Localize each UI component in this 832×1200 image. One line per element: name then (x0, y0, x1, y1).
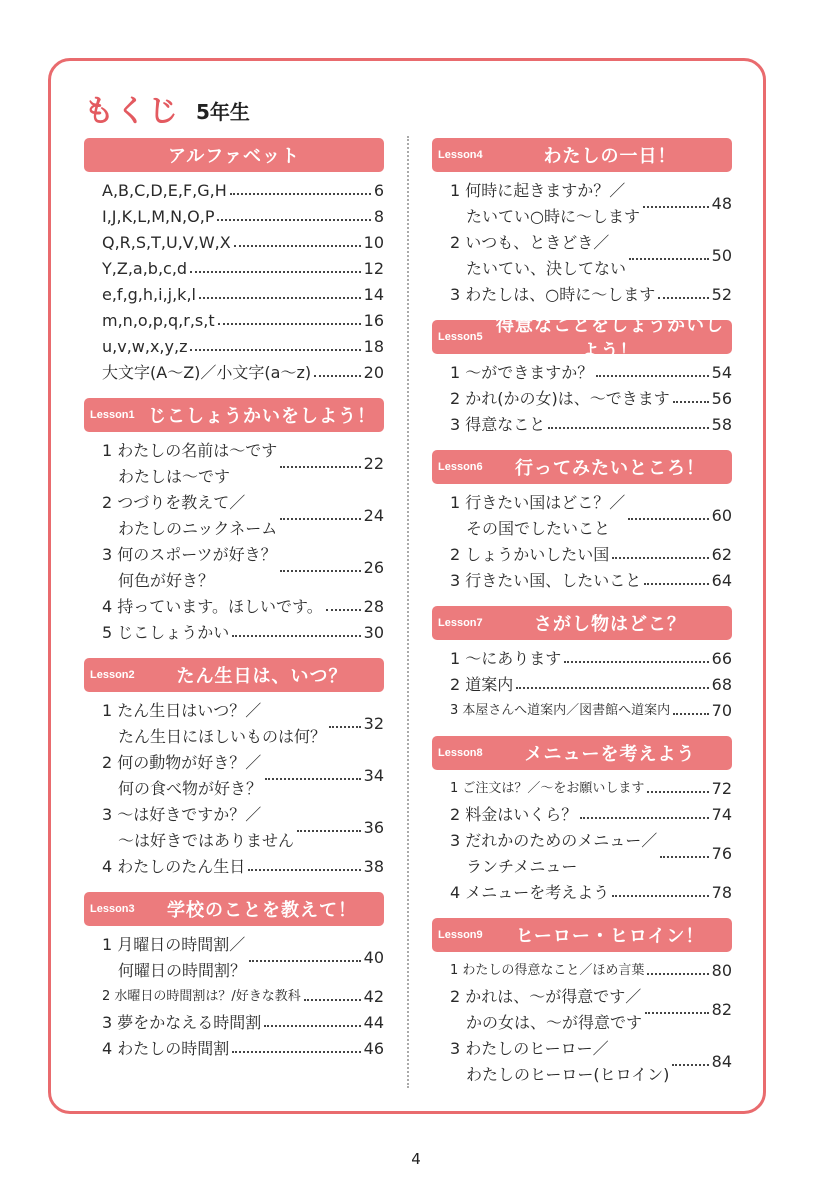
leader-dots (580, 817, 708, 819)
section-header (432, 918, 732, 952)
leader-dots (280, 570, 361, 572)
toc-entry[interactable] (84, 802, 384, 854)
section-header (84, 892, 384, 926)
toc-section (432, 138, 732, 308)
toc-entry[interactable] (84, 204, 384, 230)
page-ref: 70 (711, 701, 732, 720)
entry-text: 何の食べ物が好き？ (118, 779, 263, 798)
leader-dots (516, 687, 708, 689)
toc-entry[interactable] (84, 334, 384, 360)
entry-text: 1 何時に起きますか？／ (450, 181, 626, 200)
section-title: メニューを考えよう (524, 744, 696, 765)
page-ref: 72 (711, 779, 732, 798)
entry-text: e,f,g,h,i,j,k,l (102, 285, 196, 304)
page-ref: 48 (711, 194, 732, 213)
section-header (432, 315, 732, 362)
leader-dots (628, 518, 708, 520)
entry-text: 4 わたしの時間割 (102, 1039, 230, 1058)
leader-dots (314, 375, 361, 377)
toc-entry[interactable] (84, 750, 384, 802)
leader-dots (326, 609, 361, 611)
leader-dots (644, 583, 708, 585)
leader-dots (673, 401, 709, 403)
toc-entry[interactable] (84, 282, 384, 308)
toc-entry[interactable] (432, 802, 732, 828)
toc-entry[interactable] (432, 568, 732, 594)
leader-dots (329, 726, 361, 728)
toc-entry[interactable] (432, 880, 732, 906)
right-column (432, 138, 732, 1100)
entry-text: わたしのニックネーム (118, 519, 278, 538)
entry-text: 3 何のスポーツが好き？ (102, 545, 277, 564)
leader-dots (645, 1012, 709, 1014)
page-ref: 30 (363, 623, 384, 642)
entry-text: 1 〜にあります (450, 649, 562, 668)
lesson-label: Lesson2 (90, 669, 135, 681)
entry-text: u,v,w,x,y,z (102, 337, 188, 356)
leader-dots (232, 1051, 360, 1053)
entry-text: 1 わたしの得意なこと／ほめ言葉 (450, 963, 645, 978)
toc-entry[interactable] (84, 360, 384, 386)
toc-entry[interactable] (432, 230, 732, 282)
toc-entry[interactable] (432, 958, 732, 984)
page-ref: 20 (363, 363, 384, 382)
entry-text: かの女は、〜が得意です (466, 1013, 643, 1032)
lesson-label: Lesson7 (438, 617, 483, 629)
page-ref: 62 (711, 545, 732, 564)
toc-entry[interactable] (84, 594, 384, 620)
leader-dots (548, 427, 708, 429)
toc-entry[interactable] (84, 932, 384, 984)
entry-text: 2 かれは、〜が得意です／ (450, 987, 642, 1006)
entry-text: 5 じこしょうかい (102, 623, 230, 642)
leader-dots (673, 713, 708, 715)
section-header (432, 736, 732, 770)
entry-text: 2 何の動物が好き？／ (102, 753, 262, 772)
section-header (84, 138, 384, 172)
toc-entry[interactable] (432, 412, 732, 438)
entry-text: 3 得意なこと (450, 415, 546, 434)
page-ref: 18 (363, 337, 384, 356)
toc-entry[interactable] (432, 984, 732, 1036)
toc-section (432, 315, 732, 438)
toc-entry[interactable] (432, 386, 732, 412)
page-ref: 34 (363, 766, 384, 785)
section-header (432, 606, 732, 640)
entry-text: 4 持っています。ほしいです。 (102, 597, 323, 616)
toc-entry[interactable] (432, 360, 732, 386)
entry-text: 1 月曜日の時間割／ (102, 935, 246, 954)
leader-dots (643, 206, 709, 208)
entry-text: 何曜日の時間割？ (118, 961, 247, 980)
page-ref: 32 (363, 714, 384, 733)
leader-dots (596, 375, 708, 377)
leader-dots (199, 297, 361, 299)
leader-dots (230, 193, 371, 195)
toc-section (432, 918, 732, 1088)
toc-entry[interactable] (84, 984, 384, 1010)
page-ref: 76 (711, 844, 732, 863)
toc-entry[interactable] (432, 646, 732, 672)
entry-text: ランチメニュー (466, 857, 578, 876)
entry-text: その国でしたいこと (466, 519, 611, 538)
page-ref: 10 (363, 233, 384, 252)
section-title: たん生日は、いつ？ (176, 666, 348, 687)
leader-dots (612, 557, 708, 559)
page-ref: 38 (363, 857, 384, 876)
entry-text: 3 だれかのためのメニュー／ (450, 831, 658, 850)
entry-text: 1 たん生日はいつ？／ (102, 701, 262, 720)
section-title: 学校のことを教えて！ (167, 900, 357, 921)
leader-dots (232, 635, 360, 637)
left-column (84, 138, 384, 1074)
page-ref: 16 (363, 311, 384, 330)
leader-dots (672, 1064, 708, 1066)
page-ref: 26 (363, 558, 384, 577)
leader-dots (297, 830, 361, 832)
leader-dots (304, 999, 361, 1001)
leader-dots (647, 791, 708, 793)
page-ref: 28 (363, 597, 384, 616)
page-ref: 46 (363, 1039, 384, 1058)
leader-dots (280, 466, 360, 468)
toc-entry[interactable] (432, 1036, 732, 1088)
section-title: アルファベット (168, 146, 300, 167)
toc-entry[interactable] (84, 178, 384, 204)
toc-section (84, 398, 384, 646)
leader-dots (249, 960, 361, 962)
page-ref: 22 (363, 454, 384, 473)
lesson-label: Lesson1 (90, 409, 135, 421)
leader-dots (218, 323, 361, 325)
entry-text: 1 わたしの名前は〜です (102, 441, 278, 460)
entry-text: 2 つづりを教えて／ (102, 493, 246, 512)
entry-text: m,n,o,p,q,r,s,t (102, 311, 215, 330)
toc-section (432, 450, 732, 594)
toc-entry[interactable] (84, 256, 384, 282)
page-ref: 6 (373, 181, 384, 200)
leader-dots (265, 778, 361, 780)
page-ref: 42 (363, 987, 384, 1006)
page-ref: 24 (363, 506, 384, 525)
entry-text: わたしは〜です (118, 467, 231, 486)
toc-entry[interactable] (84, 490, 384, 542)
entry-text: たん生日にほしいものは何？ (118, 727, 327, 746)
entry-text: 4 メニューを考えよう (450, 883, 610, 902)
leader-dots (658, 297, 708, 299)
toc-entry[interactable] (84, 1010, 384, 1036)
toc-entry[interactable] (432, 490, 732, 542)
section-title: さがし物はどこ？ (534, 614, 686, 635)
page-ref: 14 (363, 285, 384, 304)
toc-entry[interactable] (432, 542, 732, 568)
toc-entry[interactable] (432, 178, 732, 230)
section-header (432, 138, 732, 172)
page-ref: 8 (373, 207, 384, 226)
leader-dots (190, 271, 361, 273)
leader-dots (264, 1025, 360, 1027)
entry-text: たいてい、決してない (466, 259, 627, 278)
page-number: 4 (411, 1150, 421, 1168)
toc-section (84, 138, 384, 386)
entry-text: 1 ご注文は？／〜をお願いします (450, 781, 645, 796)
page-ref: 58 (711, 415, 732, 434)
toc-entry[interactable] (432, 776, 732, 802)
section-title: 得意なことをしょうかいしよう！ (496, 315, 724, 362)
section-title: 行ってみたいところ！ (515, 458, 705, 479)
leader-dots (280, 518, 360, 520)
page-ref: 80 (711, 961, 732, 980)
lesson-label: Lesson6 (438, 461, 483, 473)
toc-section (432, 606, 732, 724)
toc-entry[interactable] (84, 620, 384, 646)
toc-entry[interactable] (432, 672, 732, 698)
entry-text: 3 わたしは、○時に〜します (450, 285, 656, 304)
lesson-label: Lesson9 (438, 929, 483, 941)
page-ref: 78 (711, 883, 732, 902)
entry-text: 4 わたしのたん生日 (102, 857, 246, 876)
page-ref: 36 (363, 818, 384, 837)
page-ref: 60 (711, 506, 732, 525)
page-ref: 52 (711, 285, 732, 304)
lesson-label: Lesson8 (438, 747, 483, 759)
toc-section (432, 736, 732, 906)
page-ref: 84 (711, 1052, 732, 1071)
leader-dots (217, 219, 370, 221)
entry-text: 何色が好き？ (118, 571, 215, 590)
section-header (84, 398, 384, 432)
entry-text: 3 わたしのヒーロー／ (450, 1039, 609, 1058)
grade-label: 5年生 (196, 100, 250, 124)
page-title: もくじ (84, 94, 180, 129)
page-ref: 50 (711, 246, 732, 265)
toc-entry[interactable] (84, 698, 384, 750)
toc-entry[interactable] (84, 230, 384, 256)
entry-text: I,J,K,L,M,N,O,P (102, 207, 215, 226)
lesson-label: Lesson5 (438, 331, 483, 343)
leader-dots (660, 856, 708, 858)
toc-entry[interactable] (84, 542, 384, 594)
lesson-label: Lesson3 (90, 903, 135, 915)
leader-dots (629, 258, 709, 260)
page-ref: 40 (363, 948, 384, 967)
entry-text: Q,R,S,T,U,V,W,X (102, 233, 231, 252)
page-ref: 66 (711, 649, 732, 668)
entry-text: 3 夢をかなえる時間割 (102, 1013, 262, 1032)
toc-entry[interactable] (84, 438, 384, 490)
toc-section (84, 658, 384, 880)
toc-entry[interactable] (84, 1036, 384, 1062)
entry-text: 2 かれ(かの女)は、〜できます (450, 389, 670, 408)
section-title: ヒーロー・ヒロイン！ (515, 926, 705, 947)
toc-entry[interactable] (432, 282, 732, 308)
entry-text: 3 〜は好きですか？／ (102, 805, 262, 824)
toc-section (84, 892, 384, 1062)
leader-dots (248, 869, 360, 871)
leader-dots (234, 245, 361, 247)
page-ref: 82 (711, 1000, 732, 1019)
page-ref: 56 (711, 389, 732, 408)
entry-text: わたしのヒーロー(ヒロイン) (466, 1065, 670, 1084)
toc-entry[interactable] (84, 308, 384, 334)
entry-text: 3 本屋さんへ道案内／図書館へ道案内 (450, 703, 671, 718)
entry-text: 2 しょうかいしたい国 (450, 545, 610, 564)
leader-dots (564, 661, 708, 663)
entry-text: 〜は好きではありません (118, 831, 295, 850)
leader-dots (612, 895, 708, 897)
page-ref: 64 (711, 571, 732, 590)
leader-dots (190, 349, 360, 351)
entry-text: 大文字(A〜Z)／小文字(a〜z) (102, 363, 312, 382)
page-ref: 44 (363, 1013, 384, 1032)
entry-text: たいてい○時に〜します (466, 207, 640, 226)
entry-text: 3 行きたい国、したいこと (450, 571, 642, 590)
entry-text: 2 水曜日の時間割は？/好きな教科 (102, 989, 301, 1004)
page-ref: 12 (363, 259, 384, 278)
entry-text: Y,Z,a,b,c,d (102, 259, 188, 278)
entry-text: 2 道案内 (450, 675, 514, 694)
toc-entry[interactable] (432, 698, 732, 724)
entry-text: 1 〜ができますか？ (450, 363, 594, 382)
section-header (432, 450, 732, 484)
entry-text: A,B,C,D,E,F,G,H (102, 181, 227, 200)
toc-entry[interactable] (84, 854, 384, 880)
section-title: じこしょうかいをしよう！ (148, 406, 376, 427)
section-header (84, 658, 384, 692)
page-ref: 54 (711, 363, 732, 382)
entry-text: 2 料金はいくら？ (450, 805, 578, 824)
lesson-label: Lesson4 (438, 149, 483, 161)
entry-text: 2 いつも、ときどき／ (450, 233, 610, 252)
leader-dots (647, 973, 708, 975)
page-ref: 68 (711, 675, 732, 694)
section-title: わたしの一日！ (543, 146, 677, 167)
entry-text: 1 行きたい国はどこ？／ (450, 493, 626, 512)
column-divider (407, 136, 409, 1088)
page-ref: 74 (711, 805, 732, 824)
toc-entry[interactable] (432, 828, 732, 880)
